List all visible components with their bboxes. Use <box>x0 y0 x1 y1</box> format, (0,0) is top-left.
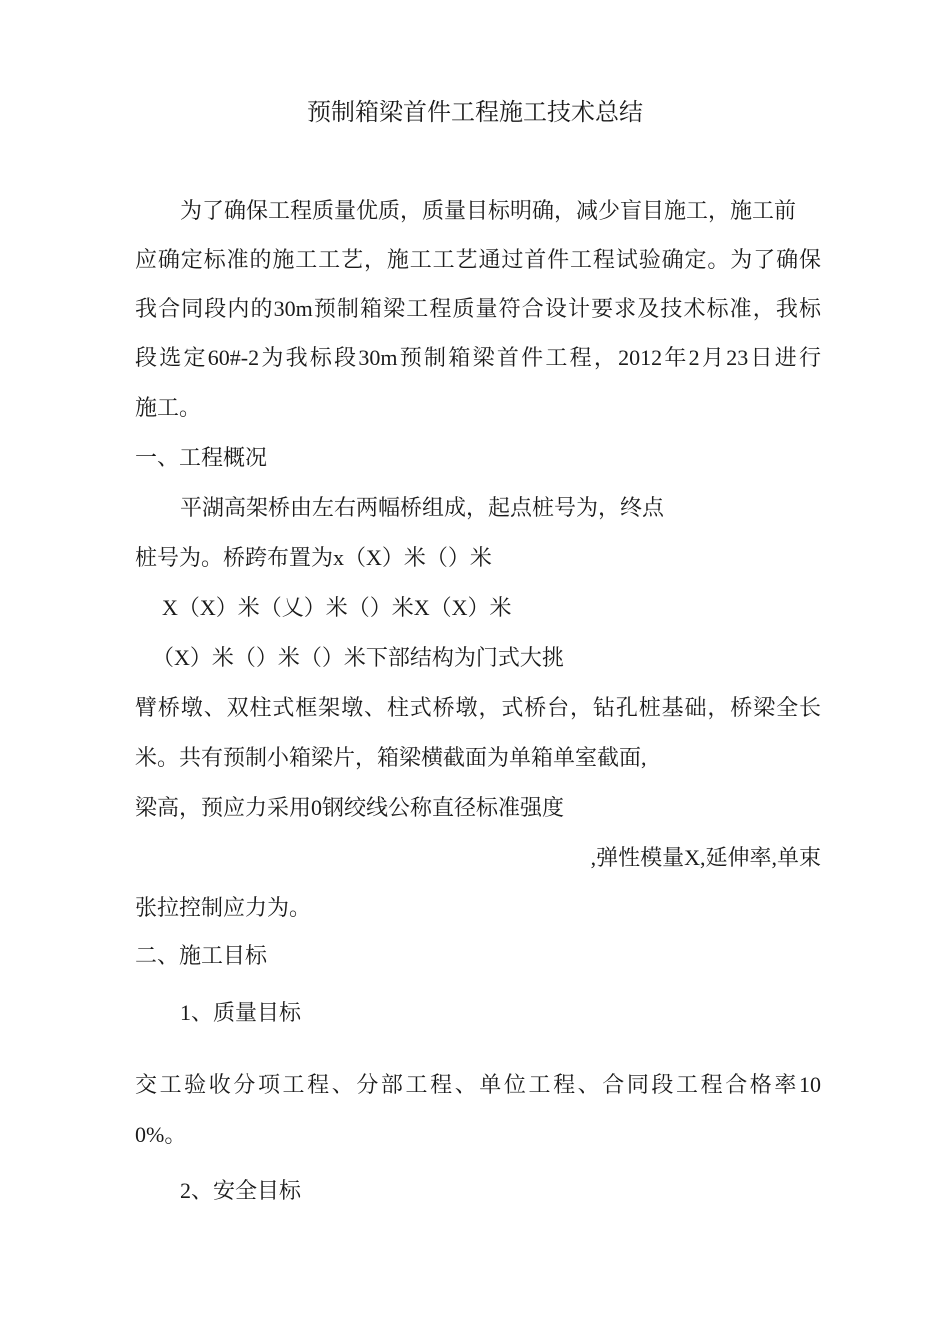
document-title: 预制箱梁首件工程施工技术总结 <box>307 100 643 126</box>
section-heading: 一、工程概况 <box>135 445 268 470</box>
subsection-heading: 1、质量目标 <box>180 1000 302 1025</box>
overview-line: 张拉控制应力为。 <box>135 895 312 920</box>
overview-line: 米。共有预制小箱梁片，箱梁横截面为单箱单室截面, <box>135 745 647 770</box>
quality-target-line: 交工验收分项工程、分部工程、单位工程、合同段工程合格率10 <box>135 1072 821 1097</box>
overview-line: （X）米（）米（）米下部结构为门式大挑 <box>152 645 564 670</box>
intro-line: 为了确保工程质量优质，质量目标明确，减少盲目施工，施工前 <box>180 198 797 223</box>
section-heading: 二、施工目标 <box>135 943 268 968</box>
overview-line: 平湖高架桥由左右两幅桥组成，起点桩号为，终点 <box>180 495 665 520</box>
overview-line: 梁高，预应力采用0钢绞线公称直径标准强度 <box>135 795 565 820</box>
quality-target-line: 0%。 <box>135 1122 187 1147</box>
overview-line: 臂桥墩、双柱式框架墩、柱式桥墩，式桥台，钻孔桩基础，桥梁全长 <box>135 695 821 720</box>
intro-line: 我合同段内的30m预制箱梁工程质量符合设计要求及技术标准，我标 <box>135 296 821 321</box>
overview-line: 桩号为。桥跨布置为x（X）米（）米 <box>135 545 492 570</box>
subsection-heading: 2、安全目标 <box>180 1178 302 1203</box>
overview-line: ,弹性模量X,延伸率,单束 <box>590 845 821 870</box>
intro-line: 应确定标准的施工工艺，施工工艺通过首件工程试验确定。为了确保 <box>135 247 821 272</box>
overview-line: X（X）米（乂）米（）米X（X）米 <box>162 595 512 620</box>
intro-line: 段选定60#-2为我标段30m预制箱梁首件工程，2012年2月23日进行 <box>135 345 821 370</box>
intro-line: 施工。 <box>135 395 202 420</box>
